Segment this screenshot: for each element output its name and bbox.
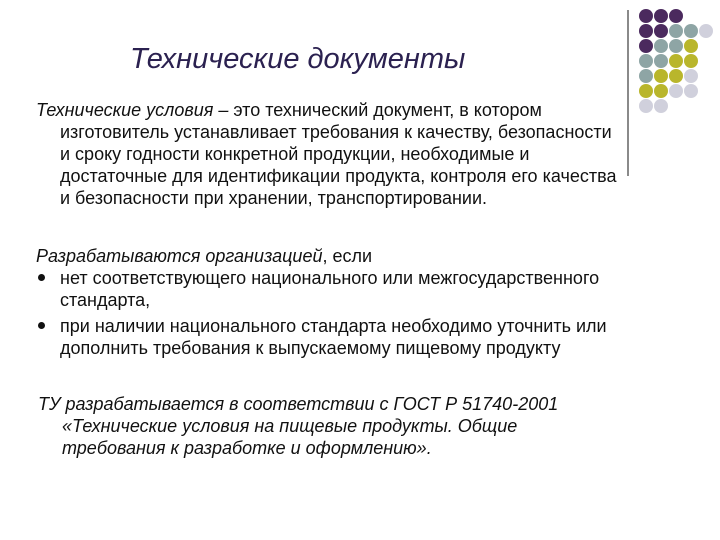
- developed-heading: [36, 245, 706, 267]
- decor-dot: [654, 84, 668, 98]
- list-item-line-1: нет соответствующего национального или межгосударственного: [60, 268, 600, 288]
- list-item: [36, 315, 706, 359]
- developed-lead: Разрабатываются организацией: [36, 246, 323, 266]
- list-item-line-2: стандарта,: [60, 290, 151, 310]
- decor-dot: [639, 9, 653, 23]
- developed-section: [36, 245, 706, 359]
- page-title: Технические документы: [130, 43, 466, 75]
- decor-dot: [684, 84, 698, 98]
- gost-line-3: требования к разработке и оформлению».: [62, 438, 432, 458]
- gost-note: [38, 393, 638, 459]
- definition-line-2: изготовитель устанавливает требования к качеству, безопасности: [60, 122, 612, 142]
- gost-line-2: «Технические условия на пищевые продукты. Общие: [62, 416, 518, 436]
- definition-line-1: [36, 99, 696, 121]
- definition-line-5: и безопасности при хранении, транспортировании.: [60, 188, 488, 208]
- decor-dot: [669, 24, 683, 38]
- decor-dot: [669, 9, 683, 23]
- decor-dot: [654, 24, 668, 38]
- list-item-line-1: при наличии национального стандарта необходимо уточнить или: [60, 316, 607, 336]
- definition-paragraph: [36, 99, 696, 209]
- gost-line-1: ТУ разрабатывается в соответствии с ГОСТ Р 51740-2001: [38, 394, 559, 414]
- definition-line-4: достаточные для идентификации продукта, контроля его качества: [60, 166, 617, 186]
- decor-dot: [639, 54, 653, 68]
- definition-dash: –: [213, 100, 234, 120]
- decor-dot: [639, 84, 653, 98]
- list-item: [36, 267, 706, 311]
- decor-dot: [639, 24, 653, 38]
- decor-dot: [669, 54, 683, 68]
- decor-dot: [684, 24, 698, 38]
- decor-dot: [684, 69, 698, 83]
- definition-line-1-rest: это технический документ, в котором: [233, 100, 542, 120]
- bullet-icon: [38, 274, 45, 281]
- decor-dot: [669, 84, 683, 98]
- developed-list: [36, 267, 706, 359]
- decor-dot: [639, 69, 653, 83]
- decor-dot: [654, 9, 668, 23]
- decor-dot: [654, 39, 668, 53]
- decor-dot: [669, 69, 683, 83]
- definition-line-3: и сроку годности конкретной продукции, необходимые и: [60, 144, 530, 164]
- decor-dot: [654, 54, 668, 68]
- decor-dot: [639, 39, 653, 53]
- developed-lead-rest: , если: [322, 246, 373, 266]
- list-item-line-2: дополнить требования к выпускаемому пищевому продукту: [60, 338, 561, 358]
- definition-term: Технические условия: [36, 100, 214, 120]
- decor-dot: [669, 39, 683, 53]
- bullet-icon: [38, 322, 45, 329]
- decor-dot: [699, 24, 713, 38]
- decor-dot: [654, 69, 668, 83]
- decor-dot: [684, 39, 698, 53]
- decor-dot: [684, 54, 698, 68]
